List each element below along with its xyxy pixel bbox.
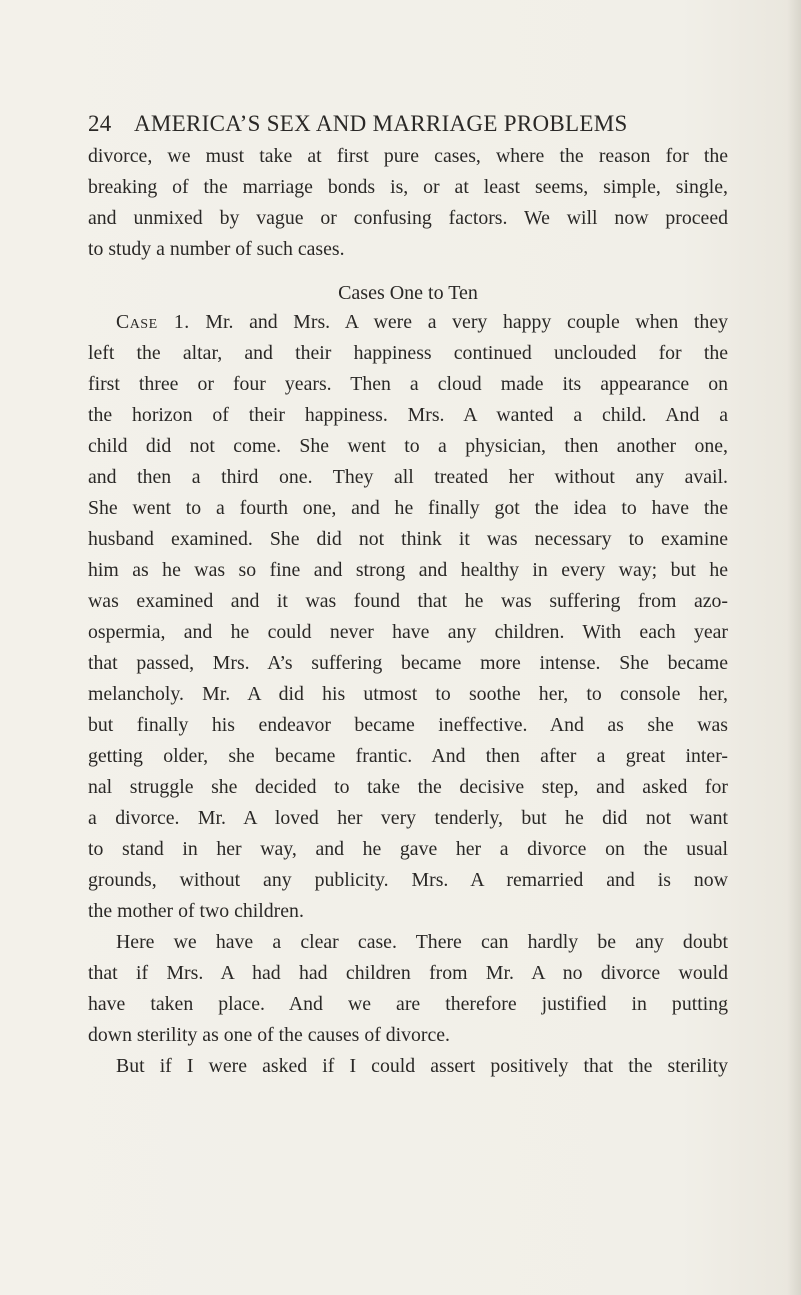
text-line: first three or four years. Then a cloud made its appearance on [88,373,728,395]
text-line: have taken place. And we are therefore justified in putting [88,993,728,1015]
page-number: 24 [88,111,112,136]
text-line: the horizon of their happiness. Mrs. A wanted a child. And a [88,404,728,426]
text-line: was examined and it was found that he was suffering from azo- [88,590,728,612]
text-line: But if I were asked if I could assert positively that the sterility [116,1055,728,1077]
text-line: down sterility as one of the causes of divorce. [88,1024,451,1046]
text-line: husband examined. She did not think it was necessary to examine [88,528,728,550]
text-line: nal struggle she decided to take the decisive step, and asked for [88,776,728,798]
text-line: getting older, she became frantic. And then after a great inter- [88,745,728,767]
text-line: him as he was so fine and strong and healthy in every way; but he [88,559,728,581]
text-line: that passed, Mrs. A’s suffering became more intense. She became [88,652,728,674]
text-line: breaking of the marriage bonds is, or at least seems, simple, single, [88,176,728,198]
section-heading: Cases One to Ten [338,282,478,304]
text-line: Mr. and Mrs. A were a very happy couple when they [205,311,728,333]
text-line: and then a third one. They all treated her without any avail. [88,466,728,488]
text-line: child did not come. She went to a physician, then another one, [88,435,728,457]
text-line: divorce, we must take at first pure cases, where the reason for the [88,145,728,167]
text-line: to study a number of such cases. [88,238,345,260]
text-line: a divorce. Mr. A loved her very tenderly, but he did not want [88,807,728,829]
text-line: and unmixed by vague or confusing factors. We will now proceed [88,207,728,229]
text-line: melancholy. Mr. A did his utmost to soothe her, to console her, [88,683,728,705]
text-line: that if Mrs. A had had children from Mr. A no divorce would [88,962,728,984]
case-label: Case 1. [116,311,190,333]
running-head [88,109,728,139]
body-text [88,141,728,1082]
text-line: but finally his endeavor became ineffective. And as she was [88,714,728,736]
text-line: ospermia, and he could never have any children. With each year [88,621,728,643]
text-line: She went to a fourth one, and he finally got the idea to have the [88,497,728,519]
text-line: Here we have a clear case. There can hardly be any doubt [116,931,728,953]
running-title: AMERICA’S SEX AND MARRIAGE PROBLEMS [134,111,628,136]
page-edge-shadow [787,0,801,1295]
text-line: to stand in her way, and he gave her a divorce on the usual [88,838,728,860]
text-line: grounds, without any publicity. Mrs. A remarried and is now [88,869,728,891]
text-line: the mother of two children. [88,900,304,922]
text-line: left the altar, and their happiness continued unclouded for the [88,342,728,364]
case-first-line [88,307,728,338]
